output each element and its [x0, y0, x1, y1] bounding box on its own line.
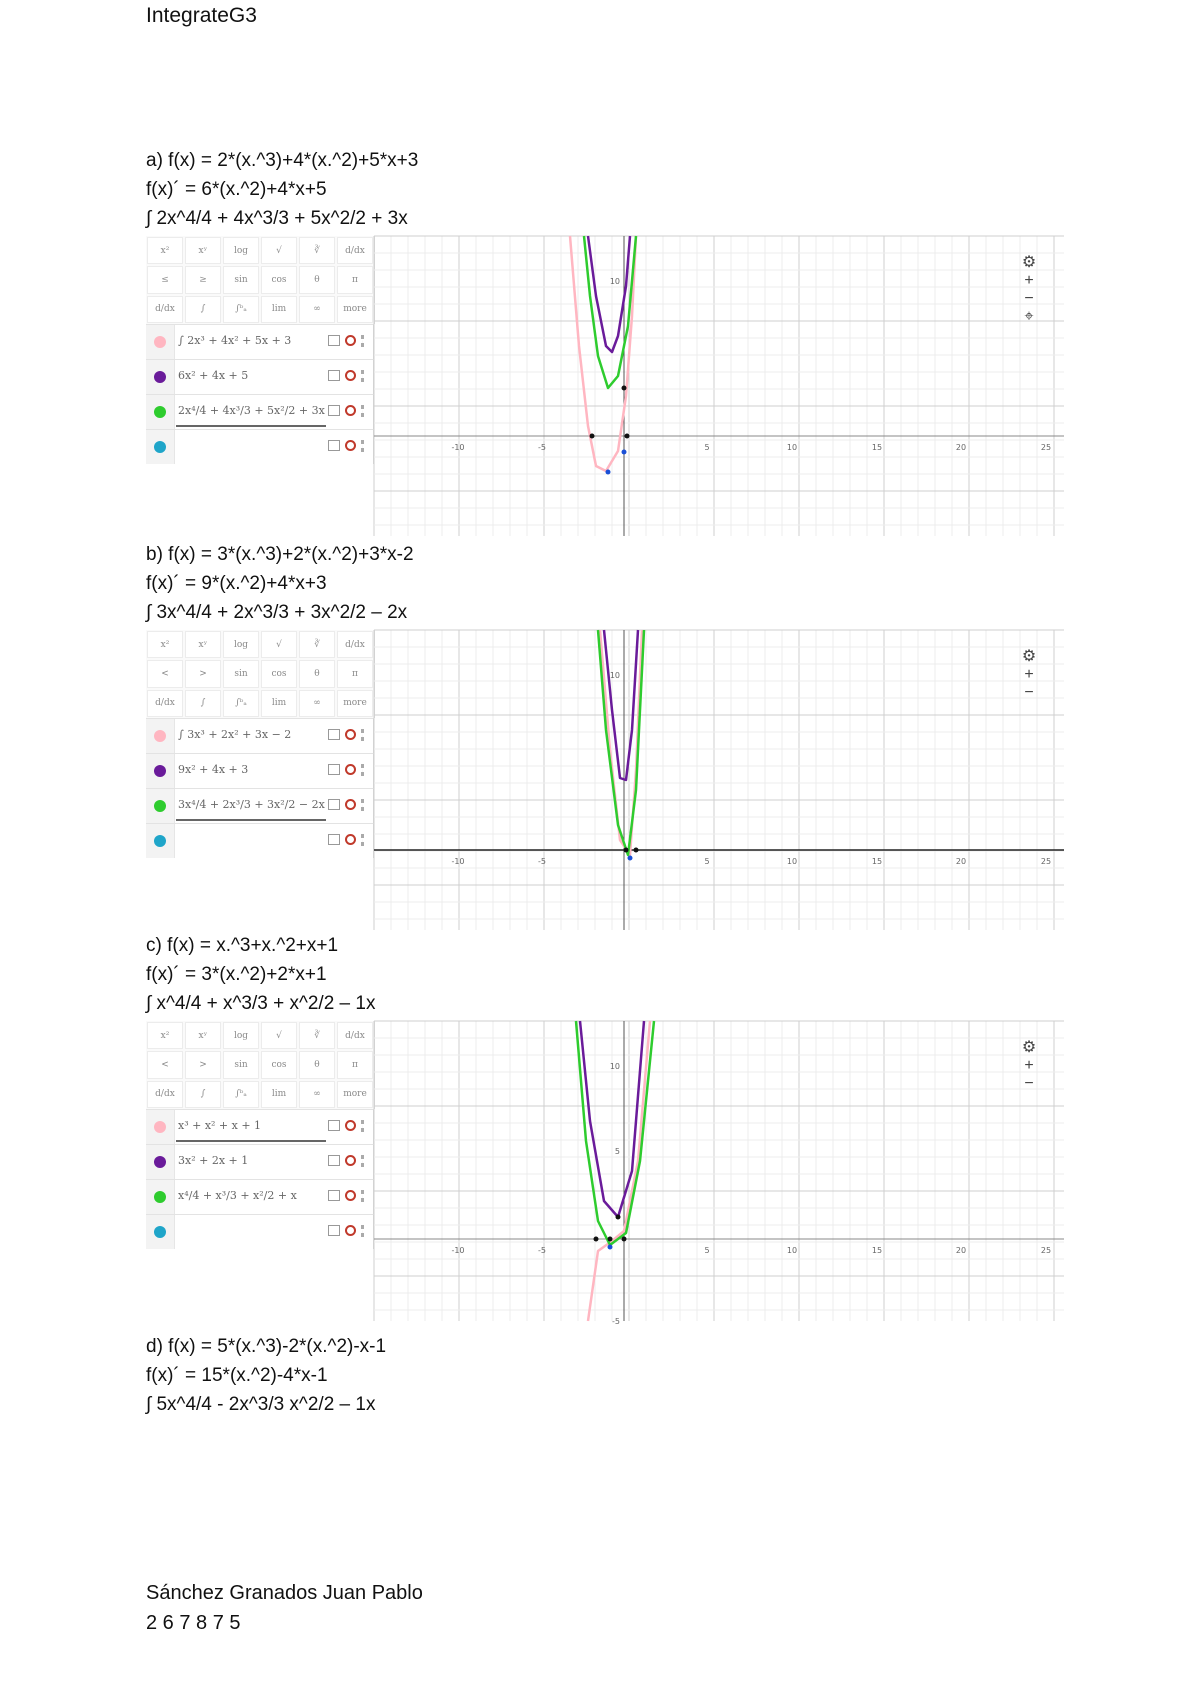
- section-c-integral: ∫ x^4/4 + x^3/3 + x^2/2 – 1x: [146, 993, 376, 1014]
- visibility-toggle-dot[interactable]: [154, 441, 166, 453]
- input-row-antiderivative[interactable]: [146, 1179, 374, 1214]
- plus-icon[interactable]: +: [1024, 666, 1034, 683]
- keyboard-key[interactable]: >: [185, 1051, 221, 1078]
- x-tick-label: 15: [871, 443, 883, 452]
- x-tick-label: 10: [786, 857, 798, 866]
- math-keyboard: [146, 1021, 375, 1109]
- visibility-column: [146, 754, 175, 788]
- input-row-antiderivative[interactable]: [146, 394, 374, 429]
- section-b-integral: ∫ 3x^4/4 + 2x^3/3 + 3x^2/2 – 2x: [146, 602, 408, 623]
- row-tools: [328, 1225, 367, 1237]
- visibility-toggle-dot[interactable]: [154, 1156, 166, 1168]
- visibility-toggle-dot[interactable]: [154, 371, 166, 383]
- keyboard-key[interactable]: lim: [261, 1081, 297, 1108]
- section-c-function: c) f(x) = x.^3+x.^2+x+1: [146, 935, 339, 956]
- critical-point[interactable]: [606, 470, 611, 475]
- graphics-view[interactable]: [374, 630, 1064, 930]
- keyboard-key[interactable]: ∛: [299, 237, 335, 264]
- table-icon[interactable]: [328, 1190, 340, 1201]
- keyboard-key[interactable]: x²: [147, 237, 183, 264]
- keyboard-key[interactable]: ∛: [299, 631, 335, 658]
- row-tools: [328, 370, 367, 382]
- math-keyboard: [146, 630, 375, 718]
- keyboard-key[interactable]: sin: [223, 1051, 259, 1078]
- x-tick-label: -10: [451, 443, 465, 452]
- input-row-antiderivative[interactable]: [146, 788, 374, 823]
- x-tick-label: -10: [451, 857, 465, 866]
- geogebra-panel-b[interactable]: [146, 630, 1064, 930]
- critical-point[interactable]: [608, 1245, 613, 1250]
- keyboard-key[interactable]: d/dx: [147, 690, 183, 717]
- graphics-settings: [1016, 650, 1042, 704]
- author-id: 2 6 7 8 7 5: [146, 1612, 241, 1634]
- visibility-column: [146, 824, 175, 858]
- keyboard-key[interactable]: d/dx: [337, 1022, 373, 1049]
- x-tick-label: 5: [704, 1246, 710, 1255]
- critical-point[interactable]: [628, 856, 633, 861]
- expression-text: 2x⁴/4 + 4x³/3 + 5x²/2 + 3x: [178, 404, 325, 417]
- plus-icon[interactable]: +: [1024, 272, 1034, 289]
- table-icon[interactable]: [328, 799, 340, 810]
- keyboard-key[interactable]: <: [147, 1051, 183, 1078]
- x-tick-label: -10: [451, 1246, 465, 1255]
- keyboard-key[interactable]: d/dx: [147, 1081, 183, 1108]
- minus-icon[interactable]: −: [1024, 684, 1034, 701]
- x-tick-label: -5: [538, 857, 546, 866]
- visibility-column: [146, 360, 175, 394]
- keyboard-key[interactable]: ∫ᵇₐ: [223, 296, 259, 323]
- critical-point[interactable]: [590, 434, 595, 439]
- keyboard-key[interactable]: sin: [223, 660, 259, 687]
- keyboard-key[interactable]: d/dx: [337, 631, 373, 658]
- keyboard-key[interactable]: ∫: [185, 1081, 221, 1108]
- x-tick-label: 10: [786, 443, 798, 452]
- x-tick-label: 25: [1040, 443, 1052, 452]
- table-icon[interactable]: [328, 440, 340, 451]
- x-tick-label: -5: [538, 1246, 546, 1255]
- row-tools: [328, 440, 367, 452]
- expression-text: x³ + x² + x + 1: [178, 1119, 262, 1132]
- zoom-icon[interactable]: [345, 1155, 356, 1166]
- zoom-icon[interactable]: [345, 335, 356, 346]
- graphics-settings: [1016, 1041, 1042, 1095]
- keyboard-key[interactable]: θ: [299, 266, 335, 293]
- input-cursor-underline: [176, 1140, 326, 1142]
- y-tick-label: 5: [614, 1147, 620, 1156]
- input-row-empty[interactable]: [146, 429, 374, 464]
- keyboard-key[interactable]: log: [223, 1022, 259, 1049]
- keyboard-key[interactable]: π: [337, 266, 373, 293]
- keyboard-key[interactable]: cos: [261, 266, 297, 293]
- author-name: Sánchez Granados Juan Pablo: [146, 1582, 423, 1604]
- visibility-toggle-dot[interactable]: [154, 835, 166, 847]
- keyboard-key[interactable]: θ: [299, 1051, 335, 1078]
- row-tools: [328, 405, 367, 417]
- zoom-icon[interactable]: [345, 440, 356, 451]
- critical-point[interactable]: [625, 434, 630, 439]
- keyboard-key[interactable]: more: [337, 1081, 373, 1108]
- row-tools: [328, 1120, 367, 1132]
- expression-text: x⁴/4 + x³/3 + x²/2 + x: [178, 1189, 297, 1202]
- critical-point[interactable]: [608, 1237, 613, 1242]
- section-d-derivative: f(x)´ = 15*(x.^2)-4*x-1: [146, 1365, 328, 1386]
- section-d-integral: ∫ 5x^4/4 - 2x^3/3 x^2/2 – 1x: [146, 1394, 376, 1415]
- section-b-derivative: f(x)´ = 9*(x.^2)+4*x+3: [146, 573, 327, 594]
- input-row-empty[interactable]: [146, 1214, 374, 1249]
- zoom-icon[interactable]: [345, 1190, 356, 1201]
- more-options-icon[interactable]: [361, 405, 367, 417]
- row-tools: [328, 1190, 367, 1202]
- y-tick-label: 10: [609, 1062, 620, 1071]
- keyboard-key[interactable]: ∞: [299, 690, 335, 717]
- keyboard-key[interactable]: ∞: [299, 1081, 335, 1108]
- section-d-function: d) f(x) = 5*(x.^3)-2*(x.^2)-x-1: [146, 1336, 387, 1357]
- x-tick-label: 20: [955, 857, 967, 866]
- input-row-integral[interactable]: [146, 324, 374, 359]
- visibility-column: [146, 395, 175, 429]
- keyboard-key[interactable]: ∫ᵇₐ: [223, 1081, 259, 1108]
- keyboard-key[interactable]: xʸ: [185, 631, 221, 658]
- more-options-icon[interactable]: [361, 1190, 367, 1202]
- expression-text: 3x² + 2x + 1: [178, 1154, 249, 1167]
- expression-text: 9x² + 4x + 3: [178, 763, 249, 776]
- keyboard-key[interactable]: log: [223, 631, 259, 658]
- input-row-derivative[interactable]: [146, 1144, 374, 1179]
- x-tick-label: 15: [871, 857, 883, 866]
- table-icon[interactable]: [328, 405, 340, 416]
- visibility-column: [146, 1145, 175, 1179]
- zoom-icon[interactable]: [345, 1120, 356, 1131]
- x-tick-label: 20: [955, 443, 967, 452]
- visibility-column: [146, 789, 175, 823]
- table-icon[interactable]: [328, 1120, 340, 1131]
- gear-icon[interactable]: ⚙: [1021, 1039, 1037, 1056]
- keyboard-key[interactable]: log: [223, 237, 259, 264]
- math-keyboard: [146, 236, 375, 324]
- more-options-icon[interactable]: [361, 799, 367, 811]
- keyboard-key[interactable]: ∛: [299, 1022, 335, 1049]
- critical-point[interactable]: [622, 386, 627, 391]
- keyboard-key[interactable]: ∫: [185, 690, 221, 717]
- algebra-view: [146, 1109, 374, 1249]
- section-a-integral: ∫ 2x^4/4 + 4x^3/3 + 5x^2/2 + 3x: [146, 208, 408, 229]
- visibility-toggle-dot[interactable]: [154, 336, 166, 348]
- visibility-toggle-dot[interactable]: [154, 800, 166, 812]
- input-cursor-underline: [176, 819, 326, 821]
- gear-icon[interactable]: ⚙: [1021, 254, 1037, 271]
- section-a-derivative: f(x)´ = 6*(x.^2)+4*x+5: [146, 179, 327, 200]
- section-a-function: a) f(x) = 2*(x.^3)+4*(x.^2)+5*x+3: [146, 150, 419, 171]
- visibility-toggle-dot[interactable]: [154, 1226, 166, 1238]
- visibility-column: [146, 430, 175, 464]
- row-tools: [328, 335, 367, 347]
- keyboard-key[interactable]: more: [337, 296, 373, 323]
- visibility-toggle-dot[interactable]: [154, 1191, 166, 1203]
- row-tools: [328, 834, 367, 846]
- table-icon[interactable]: [328, 370, 340, 381]
- critical-point[interactable]: [624, 848, 629, 853]
- keyboard-key[interactable]: lim: [261, 296, 297, 323]
- graphics-settings: [1016, 256, 1042, 328]
- minus-icon[interactable]: −: [1024, 290, 1034, 307]
- keyboard-key[interactable]: >: [185, 660, 221, 687]
- row-tools: [328, 799, 367, 811]
- y-tick-label: -5: [612, 1317, 620, 1326]
- keyboard-key[interactable]: θ: [299, 660, 335, 687]
- geogebra-panel-c[interactable]: [146, 1021, 1064, 1326]
- gear-icon[interactable]: ⚙: [1021, 648, 1037, 665]
- x-tick-label: -5: [538, 443, 546, 452]
- keyboard-key[interactable]: x²: [147, 631, 183, 658]
- minus-icon[interactable]: −: [1024, 1075, 1034, 1092]
- more-options-icon[interactable]: [361, 1120, 367, 1132]
- keyboard-key[interactable]: ≥: [185, 266, 221, 293]
- x-tick-label: 5: [704, 443, 710, 452]
- y-tick-label: 10: [609, 671, 620, 680]
- input-row-integral[interactable]: [146, 718, 374, 753]
- more-options-icon[interactable]: [361, 370, 367, 382]
- keyboard-key[interactable]: xʸ: [185, 237, 221, 264]
- table-icon[interactable]: [328, 764, 340, 775]
- keyboard-key[interactable]: x²: [147, 1022, 183, 1049]
- table-icon[interactable]: [328, 335, 340, 346]
- zoom-icon[interactable]: [345, 764, 356, 775]
- keyboard-key[interactable]: d/dx: [337, 237, 373, 264]
- visibility-toggle-dot[interactable]: [154, 730, 166, 742]
- input-row-integral[interactable]: [146, 1109, 374, 1144]
- keyboard-key[interactable]: cos: [261, 660, 297, 687]
- visibility-column: [146, 1180, 175, 1214]
- critical-point[interactable]: [594, 1237, 599, 1242]
- geogebra-panel-a[interactable]: [146, 236, 1064, 536]
- section-b-function: b) f(x) = 3*(x.^3)+2*(x.^2)+3*x-2: [146, 544, 414, 565]
- visibility-toggle-dot[interactable]: [154, 406, 166, 418]
- row-tools: [328, 1155, 367, 1167]
- zoom-icon[interactable]: [345, 799, 356, 810]
- more-options-icon[interactable]: [361, 440, 367, 452]
- x-tick-label: 5: [704, 857, 710, 866]
- section-c-derivative: f(x)´ = 3*(x.^2)+2*x+1: [146, 964, 327, 985]
- table-icon[interactable]: [328, 729, 340, 740]
- critical-point[interactable]: [634, 848, 639, 853]
- keyboard-key[interactable]: ≤: [147, 266, 183, 293]
- graphics-view[interactable]: [374, 236, 1064, 536]
- input-cursor-underline: [176, 425, 326, 427]
- visibility-column: [146, 325, 175, 359]
- keyboard-key[interactable]: ∫: [185, 296, 221, 323]
- critical-point[interactable]: [622, 1237, 627, 1242]
- expression-text: 3x⁴/4 + 2x³/3 + 3x²/2 − 2x: [178, 798, 325, 811]
- x-tick-label: 15: [871, 1246, 883, 1255]
- keyboard-key[interactable]: <: [147, 660, 183, 687]
- target-icon[interactable]: ⌖: [1024, 308, 1034, 325]
- keyboard-key[interactable]: √: [261, 1022, 297, 1049]
- input-row-derivative[interactable]: [146, 753, 374, 788]
- visibility-column: [146, 1110, 175, 1144]
- more-options-icon[interactable]: [361, 1155, 367, 1167]
- x-tick-label: 25: [1040, 857, 1052, 866]
- graphics-view[interactable]: [374, 1021, 1064, 1326]
- more-options-icon[interactable]: [361, 1225, 367, 1237]
- x-tick-label: 20: [955, 1246, 967, 1255]
- visibility-toggle-dot[interactable]: [154, 1121, 166, 1133]
- visibility-column: [146, 1215, 175, 1249]
- zoom-icon[interactable]: [345, 1225, 356, 1236]
- expression-text: 6x² + 4x + 5: [178, 369, 249, 382]
- expression-text: ∫ 3x³ + 2x² + 3x − 2: [178, 728, 292, 741]
- visibility-toggle-dot[interactable]: [154, 765, 166, 777]
- more-options-icon[interactable]: [361, 335, 367, 347]
- zoom-icon[interactable]: [345, 405, 356, 416]
- keyboard-key[interactable]: π: [337, 1051, 373, 1078]
- keyboard-key[interactable]: ∞: [299, 296, 335, 323]
- x-tick-label: 25: [1040, 1246, 1052, 1255]
- keyboard-key[interactable]: sin: [223, 266, 259, 293]
- input-row-derivative[interactable]: [146, 359, 374, 394]
- critical-point[interactable]: [622, 450, 627, 455]
- table-icon[interactable]: [328, 834, 340, 845]
- table-icon[interactable]: [328, 1225, 340, 1236]
- keyboard-key[interactable]: xʸ: [185, 1022, 221, 1049]
- input-row-empty[interactable]: [146, 823, 374, 858]
- keyboard-key[interactable]: d/dx: [147, 296, 183, 323]
- keyboard-key[interactable]: lim: [261, 690, 297, 717]
- keyboard-key[interactable]: more: [337, 690, 373, 717]
- keyboard-key[interactable]: √: [261, 631, 297, 658]
- zoom-icon[interactable]: [345, 729, 356, 740]
- keyboard-key[interactable]: ∫ᵇₐ: [223, 690, 259, 717]
- y-tick-label: 10: [609, 277, 620, 286]
- keyboard-key[interactable]: cos: [261, 1051, 297, 1078]
- zoom-icon[interactable]: [345, 370, 356, 381]
- table-icon[interactable]: [328, 1155, 340, 1166]
- visibility-column: [146, 719, 175, 753]
- critical-point[interactable]: [616, 1215, 621, 1220]
- more-options-icon[interactable]: [361, 764, 367, 776]
- x-tick-label: 10: [786, 1246, 798, 1255]
- algebra-view: [146, 324, 374, 464]
- document-header: IntegrateG3: [146, 4, 257, 27]
- plus-icon[interactable]: +: [1024, 1057, 1034, 1074]
- more-options-icon[interactable]: [361, 834, 367, 846]
- zoom-icon[interactable]: [345, 834, 356, 845]
- row-tools: [328, 764, 367, 776]
- algebra-view: [146, 718, 374, 858]
- keyboard-key[interactable]: π: [337, 660, 373, 687]
- more-options-icon[interactable]: [361, 729, 367, 741]
- expression-text: ∫ 2x³ + 4x² + 5x + 3: [178, 334, 292, 347]
- keyboard-key[interactable]: √: [261, 237, 297, 264]
- row-tools: [328, 729, 367, 741]
